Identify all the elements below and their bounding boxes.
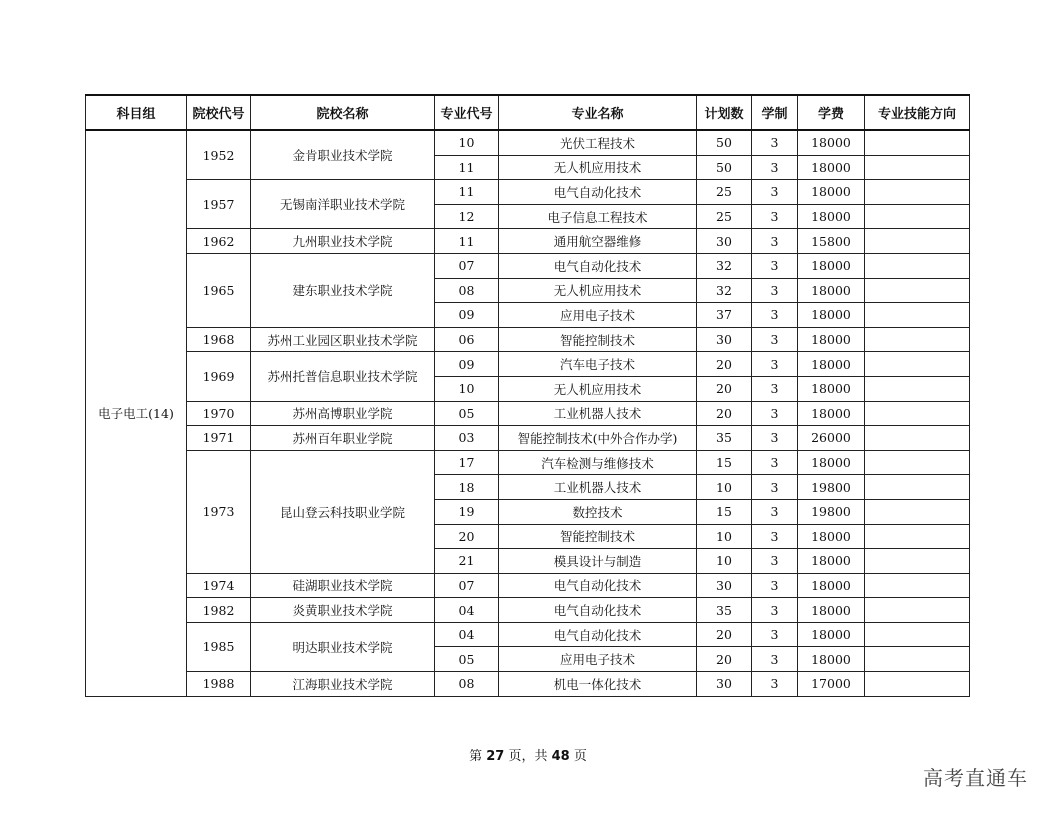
tuition-cell: 18000	[798, 303, 865, 328]
major-name-cell: 智能控制技术	[499, 327, 697, 352]
school-code-cell: 1970	[187, 401, 251, 426]
school-code-cell: 1988	[187, 672, 251, 697]
tuition-cell: 17000	[798, 672, 865, 697]
plan-count-cell: 20	[697, 352, 752, 377]
total-page-number: 48	[551, 749, 570, 764]
table-row	[86, 450, 970, 475]
skill-direction-cell	[865, 401, 970, 426]
major-code-cell: 07	[435, 573, 499, 598]
skill-direction-cell	[865, 450, 970, 475]
table-row	[86, 352, 970, 377]
skill-direction-cell	[865, 155, 970, 180]
major-name-cell: 电气自动化技术	[499, 573, 697, 598]
years-cell: 3	[752, 303, 798, 328]
header-subject-group: 科目组	[86, 95, 187, 130]
header-school-name: 院校名称	[251, 95, 435, 130]
table-row	[86, 622, 970, 647]
tuition-cell: 18000	[798, 253, 865, 278]
major-name-cell: 汽车检测与维修技术	[499, 450, 697, 475]
years-cell: 3	[752, 450, 798, 475]
major-code-cell: 09	[435, 352, 499, 377]
major-name-cell: 通用航空器维修	[499, 229, 697, 254]
major-name-cell: 汽车电子技术	[499, 352, 697, 377]
major-code-cell: 05	[435, 401, 499, 426]
years-cell: 3	[752, 647, 798, 672]
skill-direction-cell	[865, 180, 970, 205]
major-name-cell: 工业机器人技术	[499, 475, 697, 500]
skill-direction-cell	[865, 303, 970, 328]
plan-count-cell: 25	[697, 204, 752, 229]
plan-count-cell: 10	[697, 475, 752, 500]
major-code-cell: 18	[435, 475, 499, 500]
major-name-cell: 电子信息工程技术	[499, 204, 697, 229]
plan-count-cell: 30	[697, 327, 752, 352]
school-name-cell: 建东职业技术学院	[251, 253, 435, 327]
plan-count-cell: 15	[697, 450, 752, 475]
tuition-cell: 18000	[798, 155, 865, 180]
skill-direction-cell	[865, 647, 970, 672]
tuition-cell: 18000	[798, 278, 865, 303]
school-code-cell: 1969	[187, 352, 251, 401]
major-code-cell: 11	[435, 155, 499, 180]
header-years: 学制	[752, 95, 798, 130]
table-body	[86, 130, 970, 696]
major-name-cell: 电气自动化技术	[499, 253, 697, 278]
years-cell: 3	[752, 253, 798, 278]
major-name-cell: 无人机应用技术	[499, 155, 697, 180]
major-name-cell: 智能控制技术	[499, 524, 697, 549]
skill-direction-cell	[865, 204, 970, 229]
school-code-cell: 1952	[187, 130, 251, 180]
major-name-cell: 光伏工程技术	[499, 130, 697, 155]
school-name-cell: 金肯职业技术学院	[251, 130, 435, 180]
tuition-cell: 19800	[798, 499, 865, 524]
major-name-cell: 电气自动化技术	[499, 180, 697, 205]
skill-direction-cell	[865, 278, 970, 303]
school-code-cell: 1985	[187, 622, 251, 671]
major-code-cell: 10	[435, 130, 499, 155]
table-row	[86, 253, 970, 278]
plan-count-cell: 20	[697, 647, 752, 672]
table-row	[86, 327, 970, 352]
plan-count-cell: 20	[697, 376, 752, 401]
plan-count-cell: 37	[697, 303, 752, 328]
skill-direction-cell	[865, 130, 970, 155]
tuition-cell: 18000	[798, 180, 865, 205]
years-cell: 3	[752, 549, 798, 574]
header-major-name: 专业名称	[499, 95, 697, 130]
school-name-cell: 苏州百年职业学院	[251, 426, 435, 451]
tuition-cell: 18000	[798, 573, 865, 598]
major-code-cell: 07	[435, 253, 499, 278]
page-footer	[0, 745, 1056, 764]
school-name-cell: 明达职业技术学院	[251, 622, 435, 671]
major-name-cell: 电气自动化技术	[499, 598, 697, 623]
school-name-cell: 无锡南洋职业技术学院	[251, 180, 435, 229]
plan-count-cell: 30	[697, 672, 752, 697]
major-code-cell: 06	[435, 327, 499, 352]
header-plan-count: 计划数	[697, 95, 752, 130]
years-cell: 3	[752, 376, 798, 401]
plan-count-cell: 10	[697, 524, 752, 549]
tuition-cell: 18000	[798, 549, 865, 574]
major-code-cell: 03	[435, 426, 499, 451]
major-name-cell: 模具设计与制造	[499, 549, 697, 574]
major-name-cell: 智能控制技术(中外合作办学)	[499, 426, 697, 451]
header-major-code: 专业代号	[435, 95, 499, 130]
major-name-cell: 应用电子技术	[499, 647, 697, 672]
years-cell: 3	[752, 622, 798, 647]
plan-count-cell: 20	[697, 622, 752, 647]
years-cell: 3	[752, 204, 798, 229]
major-code-cell: 10	[435, 376, 499, 401]
skill-direction-cell	[865, 352, 970, 377]
skill-direction-cell	[865, 229, 970, 254]
skill-direction-cell	[865, 524, 970, 549]
tuition-cell: 18000	[798, 647, 865, 672]
school-code-cell: 1957	[187, 180, 251, 229]
tuition-cell: 18000	[798, 352, 865, 377]
major-code-cell: 04	[435, 622, 499, 647]
years-cell: 3	[752, 426, 798, 451]
skill-direction-cell	[865, 253, 970, 278]
school-name-cell: 江海职业技术学院	[251, 672, 435, 697]
plan-count-cell: 30	[697, 229, 752, 254]
major-name-cell: 工业机器人技术	[499, 401, 697, 426]
major-name-cell: 电气自动化技术	[499, 622, 697, 647]
skill-direction-cell	[865, 426, 970, 451]
major-code-cell: 17	[435, 450, 499, 475]
tuition-cell: 18000	[798, 401, 865, 426]
tuition-cell: 18000	[798, 376, 865, 401]
years-cell: 3	[752, 573, 798, 598]
school-name-cell: 硅湖职业技术学院	[251, 573, 435, 598]
major-name-cell: 机电一体化技术	[499, 672, 697, 697]
major-name-cell: 无人机应用技术	[499, 376, 697, 401]
skill-direction-cell	[865, 475, 970, 500]
tuition-cell: 18000	[798, 598, 865, 623]
footer-suffix: 页	[573, 749, 587, 764]
major-name-cell: 应用电子技术	[499, 303, 697, 328]
plan-count-cell: 15	[697, 499, 752, 524]
years-cell: 3	[752, 155, 798, 180]
table-row	[86, 401, 970, 426]
plan-count-cell: 25	[697, 180, 752, 205]
years-cell: 3	[752, 229, 798, 254]
tuition-cell: 18000	[798, 450, 865, 475]
table-row	[86, 672, 970, 697]
school-code-cell: 1968	[187, 327, 251, 352]
years-cell: 3	[752, 499, 798, 524]
skill-direction-cell	[865, 549, 970, 574]
major-code-cell: 08	[435, 672, 499, 697]
skill-direction-cell	[865, 672, 970, 697]
tuition-cell: 18000	[798, 622, 865, 647]
major-code-cell: 12	[435, 204, 499, 229]
tuition-cell: 18000	[798, 524, 865, 549]
plan-count-cell: 35	[697, 598, 752, 623]
skill-direction-cell	[865, 327, 970, 352]
school-name-cell: 九州职业技术学院	[251, 229, 435, 254]
table-row	[86, 130, 970, 155]
years-cell: 3	[752, 327, 798, 352]
major-code-cell: 08	[435, 278, 499, 303]
plan-count-cell: 32	[697, 253, 752, 278]
plan-count-cell: 10	[697, 549, 752, 574]
header-tuition: 学费	[798, 95, 865, 130]
major-code-cell: 11	[435, 229, 499, 254]
years-cell: 3	[752, 180, 798, 205]
footer-prefix: 第	[469, 749, 483, 764]
table-row	[86, 598, 970, 623]
school-code-cell: 1965	[187, 253, 251, 327]
table-row	[86, 180, 970, 205]
table-header-row	[86, 95, 970, 130]
table-row	[86, 229, 970, 254]
footer-middle: 页，共	[508, 749, 548, 764]
school-code-cell: 1971	[187, 426, 251, 451]
years-cell: 3	[752, 672, 798, 697]
current-page-number: 27	[486, 749, 505, 764]
years-cell: 3	[752, 401, 798, 426]
plan-count-cell: 32	[697, 278, 752, 303]
tuition-cell: 15800	[798, 229, 865, 254]
major-code-cell: 04	[435, 598, 499, 623]
plan-count-cell: 20	[697, 401, 752, 426]
school-code-cell: 1973	[187, 450, 251, 573]
tuition-cell: 26000	[798, 426, 865, 451]
skill-direction-cell	[865, 499, 970, 524]
table-row	[86, 573, 970, 598]
major-name-cell: 数控技术	[499, 499, 697, 524]
years-cell: 3	[752, 278, 798, 303]
header-school-code: 院校代号	[187, 95, 251, 130]
skill-direction-cell	[865, 376, 970, 401]
tuition-cell: 18000	[798, 327, 865, 352]
school-name-cell: 炎黄职业技术学院	[251, 598, 435, 623]
skill-direction-cell	[865, 598, 970, 623]
table-row	[86, 426, 970, 451]
school-name-cell: 苏州工业园区职业技术学院	[251, 327, 435, 352]
major-name-cell: 无人机应用技术	[499, 278, 697, 303]
tuition-cell: 18000	[798, 130, 865, 155]
years-cell: 3	[752, 352, 798, 377]
major-code-cell: 11	[435, 180, 499, 205]
watermark-text: 高考直通车	[923, 766, 1028, 790]
years-cell: 3	[752, 598, 798, 623]
years-cell: 3	[752, 524, 798, 549]
skill-direction-cell	[865, 573, 970, 598]
plan-count-cell: 30	[697, 573, 752, 598]
major-code-cell: 09	[435, 303, 499, 328]
plan-count-cell: 50	[697, 130, 752, 155]
major-code-cell: 19	[435, 499, 499, 524]
school-name-cell: 昆山登云科技职业学院	[251, 450, 435, 573]
tuition-cell: 18000	[798, 204, 865, 229]
enrollment-plan-table	[85, 94, 970, 697]
plan-count-cell: 35	[697, 426, 752, 451]
subject-group-cell: 电子电工(14)	[86, 130, 187, 696]
major-code-cell: 21	[435, 549, 499, 574]
years-cell: 3	[752, 130, 798, 155]
years-cell: 3	[752, 475, 798, 500]
major-code-cell: 05	[435, 647, 499, 672]
plan-count-cell: 50	[697, 155, 752, 180]
school-code-cell: 1982	[187, 598, 251, 623]
school-code-cell: 1974	[187, 573, 251, 598]
skill-direction-cell	[865, 622, 970, 647]
major-code-cell: 20	[435, 524, 499, 549]
tuition-cell: 19800	[798, 475, 865, 500]
header-skill-direction: 专业技能方向	[865, 95, 970, 130]
school-name-cell: 苏州高博职业学院	[251, 401, 435, 426]
school-code-cell: 1962	[187, 229, 251, 254]
school-name-cell: 苏州托普信息职业技术学院	[251, 352, 435, 401]
